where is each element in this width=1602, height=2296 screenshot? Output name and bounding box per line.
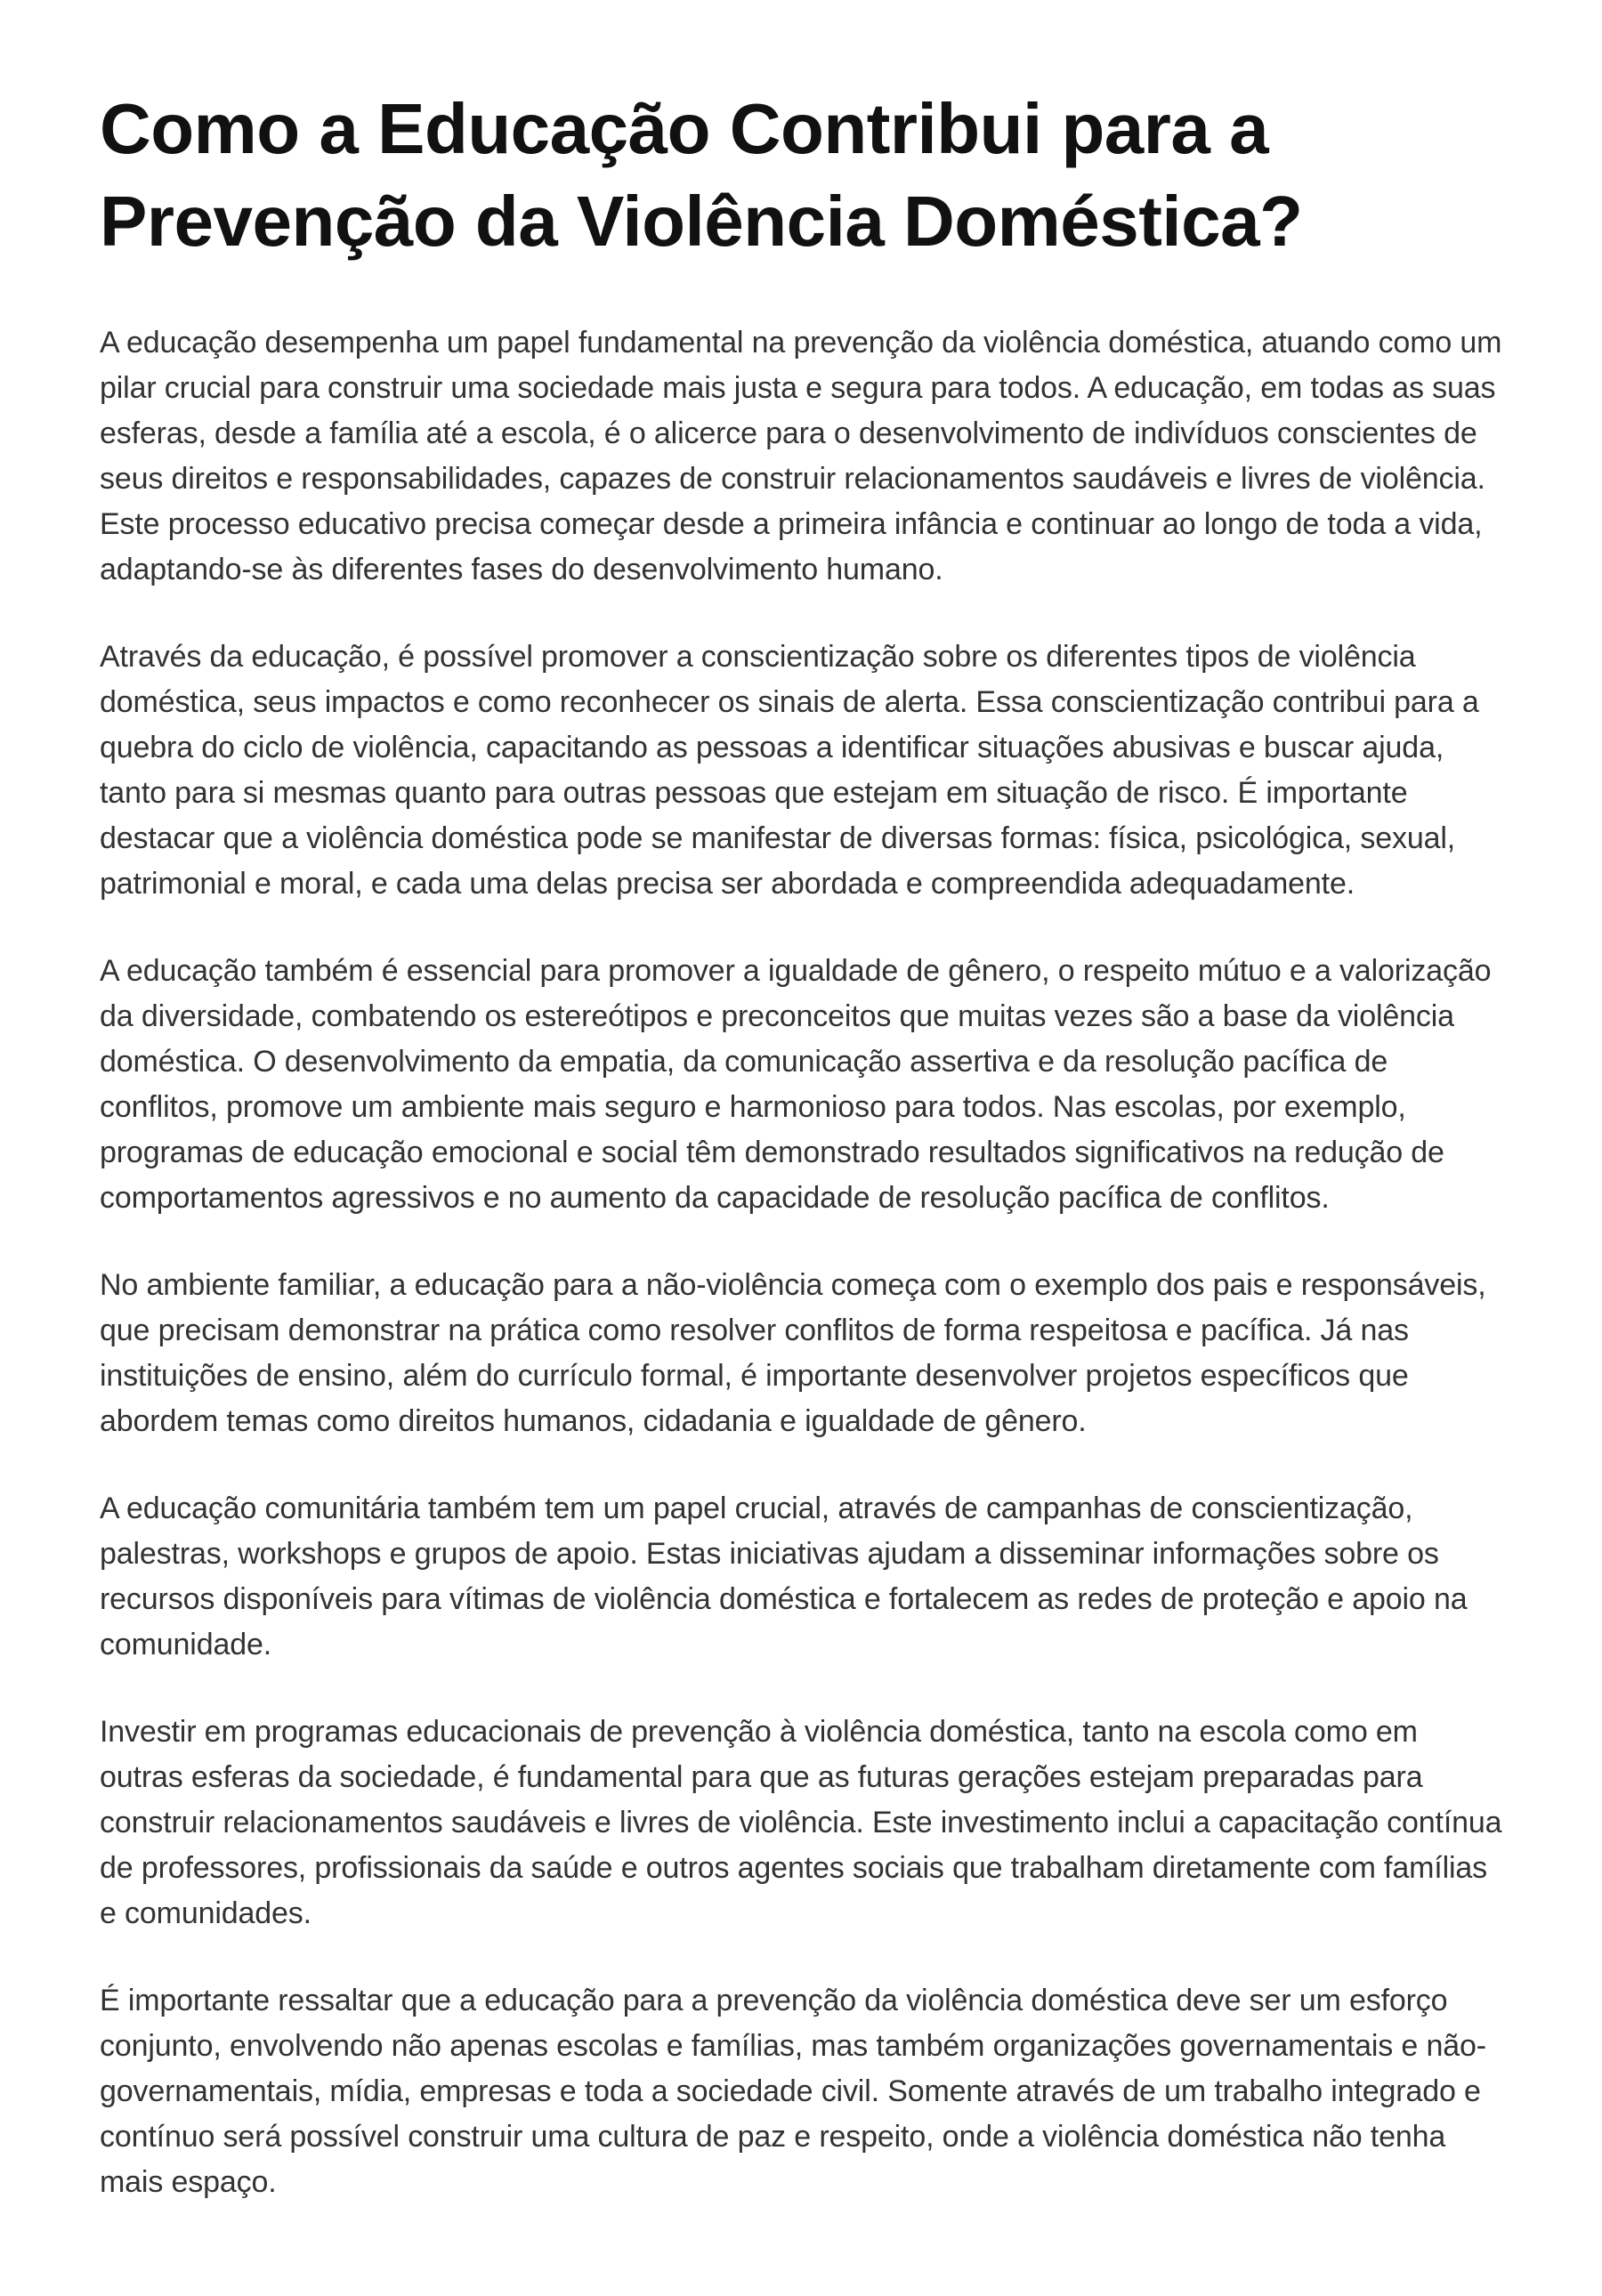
article-paragraph: Investir em programas educacionais de prevenção à violência doméstica, tanto na escola como em outras esferas da sociedade, é fundamental para que as futuras gerações estejam preparadas para construir relacionamentos saudáveis e livres de violência. Este investimento inclui a capacitação contínua de professores, profissionais da saúde e outros agentes sociais que trabalham diretamente com famílias e comunidades. — [100, 1715, 1502, 1930]
article-paragraph: A educação desempenha um papel fundamental na prevenção da violência doméstica, atuando como um pilar crucial para construir uma sociedade mais justa e segura para todos. A educação, em todas as suas esferas, desde a família até a escola, é o alicerce para o desenvolvimento de indivíduos conscientes de seus direitos e responsabilidades, capazes de construir relacionamentos saudáveis e livres de violência. Este processo educativo precisa começar desde a primeira infância e continuar ao longo de toda a vida, adaptando-se às diferentes fases do desenvolvimento humano. — [100, 326, 1502, 586]
article-paragraph: A educação comunitária também tem um papel crucial, através de campanhas de conscientização, palestras, workshops e grupos de apoio. Estas iniciativas ajudam a disseminar informações sobre os recursos disponíveis para vítimas de violência doméstica e fortalecem as redes de proteção e apoio na comunidade. — [100, 1492, 1468, 1661]
article-paragraph: A educação também é essencial para promover a igualdade de gênero, o respeito mútuo e a valorização da diversidade, combatendo os estereótipos e preconceitos que muitas vezes são a base da violência doméstica. O desenvolvimento da empatia, da comunicação assertiva e da resolução pacífica de conflitos, promove um ambiente mais seguro e harmonioso para todos. Nas escolas, por exemplo, programas de educação emocional e social têm demonstrado resultados significativos na redução de comportamentos agressivos e no aumento da capacidade de resolução pacífica de conflitos. — [100, 954, 1492, 1215]
article-paragraph: É importante ressaltar que a educação para a prevenção da violência doméstica deve ser um esforço conjunto, envolvendo não apenas escolas e famílias, mas também organizações governamentais e não-governamentais, mídia, empresas e toda a sociedade civil. Somente através de um trabalho integrado e contínuo será possível construir uma cultura de paz e respeito, onde a violência doméstica não tenha mais espaço. — [100, 1984, 1486, 2199]
article-paragraph: No ambiente familiar, a educação para a não-violência começa com o exemplo dos pais e responsáveis, que precisam demonstrar na prática como resolver conflitos de forma respeitosa e pacífica. Já nas instituições de ensino, além do currículo formal, é importante desenvolver projetos específicos que abordem temas como direitos humanos, cidadania e igualdade de gênero. — [100, 1268, 1486, 1438]
article-paragraph: Através da educação, é possível promover a conscientização sobre os diferentes tipos de violência doméstica, seus impactos e como reconhecer os sinais de alerta. Essa conscientização contribui para a quebra do ciclo de violência, capacitando as pessoas a identificar situações abusivas e buscar ajuda, tanto para si mesmas quanto para outras pessoas que estejam em situação de risco. É importante destacar que a violência doméstica pode se manifestar de diversas formas: física, psicológica, sexual, patrimonial e moral, e cada uma delas precisa ser abordada e compreendida adequadamente. — [100, 640, 1479, 901]
article-title: Como a Educação Contribui para a Prevenção da Violência Doméstica? — [100, 89, 1303, 261]
article-body — [100, 320, 1502, 2205]
